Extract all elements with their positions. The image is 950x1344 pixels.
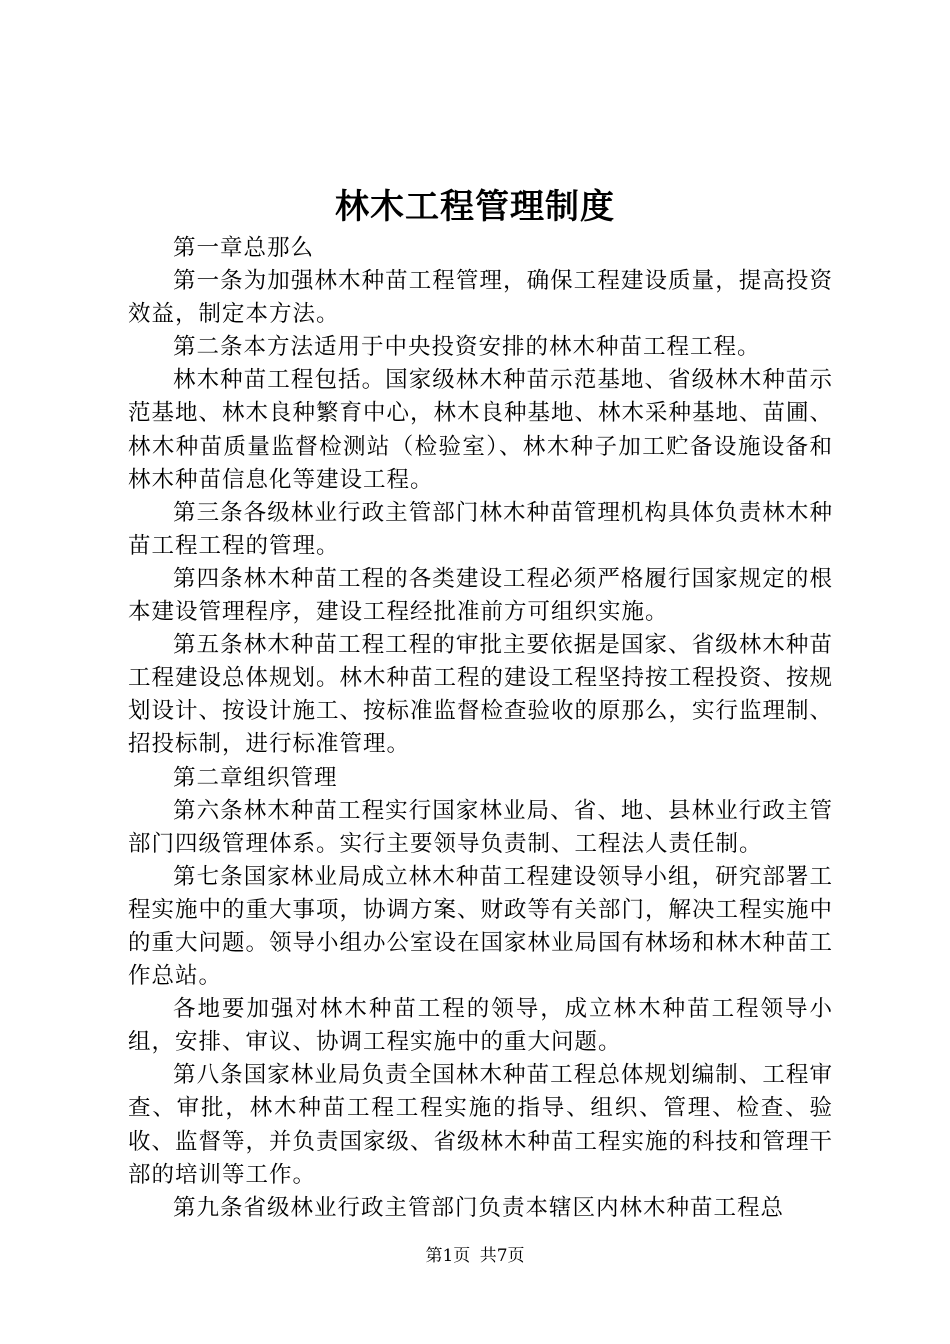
paragraph: 第九条省级林业行政主管部门负责本辖区内林木种苗工程总 bbox=[173, 1194, 785, 1221]
document-body bbox=[128, 232, 833, 1225]
chapter-heading: 第二章组织管理 bbox=[173, 764, 338, 791]
paragraph: 第三条各级林业行政主管部门林木种苗管理机构具体负责林木种苗工程工程的管理。 bbox=[128, 499, 833, 559]
paragraph: 第五条林木种苗工程工程的审批主要依据是国家、省级林木种苗工程建设总体规划。林木种苗工程的建设工程坚持按工程投资、按规划设计、按设计施工、按标准监督检查验收的原那么，实行监理制、招投标制，进行标准管理。 bbox=[128, 632, 834, 758]
chapter-heading: 第一章总那么 bbox=[173, 235, 315, 261]
paragraph: 第一条为加强林木种苗工程管理，确保工程建设质量，提高投资效益，制定本方法。 bbox=[128, 268, 833, 328]
paragraph: 各地要加强对林木种苗工程的领导，成立林木种苗工程领导小组，安排、审议、协调工程实施中的重大问题。 bbox=[128, 996, 833, 1056]
page-footer bbox=[0, 1245, 950, 1267]
paragraph: 第二条本方法适用于中央投资安排的林木种苗工程工程。 bbox=[173, 334, 761, 361]
page-total: 共7页 bbox=[479, 1246, 525, 1266]
paragraph: 第六条林木种苗工程实行国家林业局、省、地、县林业行政主管部门四级管理体系。实行主要领导负责制、工程法人责任制。 bbox=[128, 797, 833, 857]
paragraph: 第四条林木种苗工程的各类建设工程必须严格履行国家规定的根本建设管理程序，建设工程经批准前方可组织实施。 bbox=[128, 565, 833, 626]
paragraph: 第八条国家林业局负责全国林木种苗工程总体规划编制、工程审查、审批，林木种苗工程工程实施的指导、组织、管理、检查、验收、监督等，并负责国家级、省级林木种苗工程实施的科技和管理干部的培训等工作。 bbox=[128, 1062, 834, 1188]
page-number: 第1页 bbox=[425, 1246, 471, 1266]
paragraph: 林木种苗工程包括。国家级林木种苗示范基地、省级林木种苗示范基地、林木良种繁育中心，林木良种基地、林木采种基地、苗圃、林木种苗质量监督检测站（检验室）、林木种子加工贮备设施设备和林木种苗信息化等建设工程。 bbox=[128, 367, 834, 493]
document-title: 林木工程管理制度 bbox=[335, 187, 615, 227]
paragraph: 第七条国家林业局成立林木种苗工程建设领导小组，研究部署工程实施中的重大事项，协调方案、财政等有关部门，解决工程实施中的重大问题。领导小组办公室设在国家林业局国有林场和林木种苗工作总站。 bbox=[128, 863, 834, 990]
